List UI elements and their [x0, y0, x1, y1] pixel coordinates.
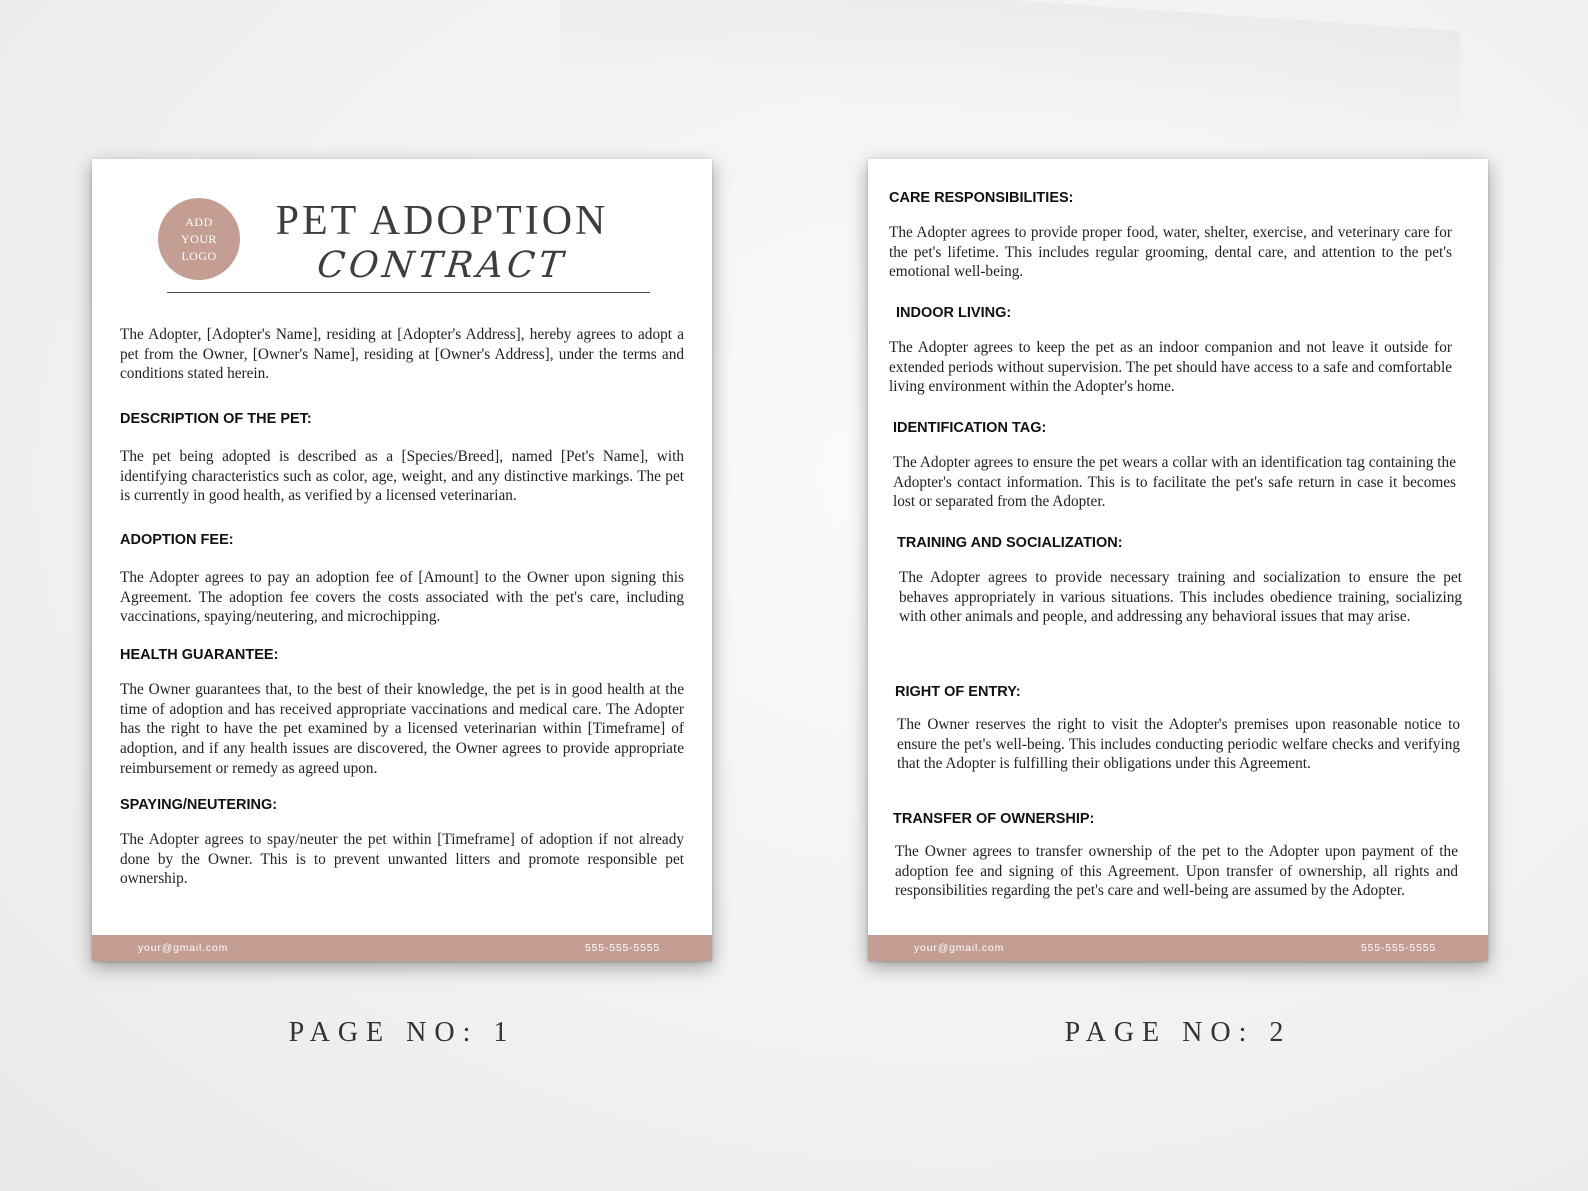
- footer-phone: 555-555-5555: [1361, 942, 1436, 954]
- contract-page-2: [868, 159, 1488, 961]
- section-heading: HEALTH GUARANTEE:: [120, 647, 279, 663]
- page-footer: [92, 935, 712, 961]
- logo-text-line-3: LOGO: [181, 248, 217, 263]
- section-heading: CARE RESPONSIBILITIES:: [889, 190, 1074, 206]
- section-body: The Adopter agrees to spay/neuter the pet within [Timeframe] of adoption if not already done by the Owner. This is to prevent unwanted litters and promote responsible pet ownership.: [120, 831, 684, 888]
- logo-placeholder: [158, 198, 240, 280]
- footer-email: your@gmail.com: [914, 942, 1005, 954]
- section-body: The Adopter agrees to ensure the pet wears a collar with an identification tag containing the Adopter's contact information. This is to facilitate the pet's safe return in case it becomes lost or separated from the Adopter.: [893, 454, 1456, 511]
- section-body: The Adopter agrees to provide proper food, water, shelter, exercise, and veterinary care for the pet's lifetime. This includes regular grooming, dental care, and attention to the pet's emotional well-being.: [889, 224, 1452, 281]
- section-body: The Adopter agrees to keep the pet as an indoor companion and not leave it outside for extended periods without supervision. The pet should have access to a safe and comfortable living environment within the Adopter's home.: [889, 339, 1452, 396]
- page-number-label: PAGE NO: 2: [1064, 1017, 1292, 1048]
- section-body: The Owner guarantees that, to the best of their knowledge, the pet is in good health at the time of adoption and has received appropriate vaccinations and medical care. The Adopter has the right to have the pet examined by a licensed veterinarian within [Timeframe] of adoption, and if any health issues are discovered, the Owner agrees to provide appropriate reimbursement or remedy as agreed upon.: [120, 681, 684, 777]
- logo-text-line-1: ADD: [185, 214, 213, 229]
- footer-phone: 555-555-5555: [585, 942, 660, 954]
- section-heading: RIGHT OF ENTRY:: [895, 684, 1021, 700]
- section-heading: SPAYING/NEUTERING:: [120, 797, 278, 813]
- intro-paragraph: The Adopter, [Adopter's Name], residing at [Adopter's Address], hereby agrees to adopt a pet from the Owner, [Owner's Name], residing at [Owner's Address], under the terms and conditions stated herein.: [120, 326, 684, 383]
- section-heading: DESCRIPTION OF THE PET:: [120, 411, 312, 427]
- logo-text-line-2: YOUR: [180, 231, 217, 246]
- section-heading: TRANSFER OF OWNERSHIP:: [893, 811, 1095, 827]
- section-body: The Adopter agrees to provide necessary training and socialization to ensure the pet behaves appropriately in various situations. This includes obedience training, socializing with other animals and people, and addressing any behavioral issues that may arise.: [899, 569, 1462, 626]
- section-body: The Owner agrees to transfer ownership of the pet to the Adopter upon payment of the adoption fee and signing of this Agreement. Upon transfer of ownership, all rights and responsibilities regarding the pet's care and well-being are assumed by the Adopter.: [895, 843, 1458, 900]
- page-footer: [868, 935, 1488, 961]
- section-heading: TRAINING AND SOCIALIZATION:: [897, 535, 1123, 551]
- title-divider: [167, 292, 650, 293]
- footer-email: your@gmail.com: [138, 942, 229, 954]
- section-body: The pet being adopted is described as a [Species/Breed], named [Pet's Name], with identifying characteristics such as color, age, weight, and any distinctive markings. The pet is currently in good health, as verified by a licensed veterinarian.: [120, 448, 684, 505]
- section-heading: IDENTIFICATION TAG:: [893, 420, 1047, 436]
- section-body: The Adopter agrees to pay an adoption fee of [Amount] to the Owner upon signing this Agreement. The adoption fee covers the costs associated with the pet's care, including vaccinations, spaying/neutering, and microchipping.: [120, 569, 684, 626]
- document-title: PET ADOPTION: [275, 198, 609, 244]
- background-shadow: [560, 0, 1460, 151]
- page-number-label: PAGE NO: 1: [288, 1017, 516, 1048]
- document-subtitle: CONTRACT: [315, 245, 569, 286]
- contract-page-1: [92, 159, 712, 961]
- section-heading: ADOPTION FEE:: [120, 532, 234, 548]
- section-heading: INDOOR LIVING:: [896, 305, 1012, 321]
- section-body: The Owner reserves the right to visit the Adopter's premises upon reasonable notice to ensure the pet's well-being. This includes conducting periodic welfare checks and verifying that the Adopter is fulfilling their obligations under this Agreement.: [897, 716, 1460, 773]
